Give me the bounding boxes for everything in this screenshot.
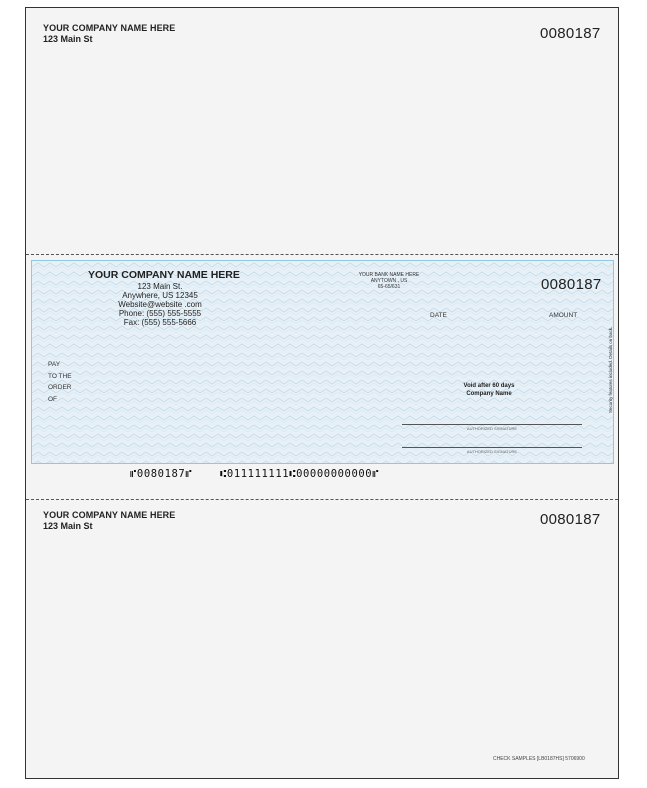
security-features-text: Security features included. Details on back. [608,326,613,413]
address-line: Website@website .com [118,300,202,309]
check-page [25,7,619,779]
bank-name: YOUR BANK NAME HERE [358,272,420,278]
void-notice [444,382,534,398]
stub-top-check-number: 0080187 [540,25,601,42]
pay-line: PAY [48,361,61,368]
stub-bottom-company-name: YOUR COMPANY NAME HERE [43,510,176,520]
check-company-name: YOUR COMPANY NAME HERE [88,269,240,281]
signature-line-2 [402,447,582,448]
pay-line: TO THE [48,372,72,380]
footer-code: CHECK SAMPLES [LB0187HS] 5706900 [493,756,585,762]
pay-line: OF [48,395,58,403]
amount-label: AMOUNT [549,312,578,319]
pay-to-block [48,359,72,405]
bank-city: ANYTOWN , US [370,278,408,284]
stub-bottom-address: 123 Main St [43,521,93,531]
void-text: Void after 60 days [463,383,515,389]
micr-routing-account: ⑆011111111⑆00000000000⑈ [220,468,380,480]
signature-label-2: AUTHORIZED SIGNATURE [466,449,518,454]
stub-top-address: 123 Main St [43,34,93,44]
void-company: Company Name [466,391,512,397]
perforation-bottom [26,499,618,500]
signature-label-1: AUTHORIZED SIGNATURE [466,426,518,431]
bank-fraction: 65-65/631 [377,284,401,290]
check-company-address [88,282,232,327]
check-number: 0080187 [541,276,602,293]
pay-line: ORDER [48,384,72,391]
date-label: DATE [430,312,447,319]
address-line: 123 Main St. [137,282,183,291]
address-line: Fax: (555) 555-5666 [123,318,197,327]
perforation-top [26,254,618,255]
signature-line-1 [402,424,582,425]
bank-info [344,272,434,290]
stub-bottom-check-number: 0080187 [540,511,601,528]
address-line: Phone: (555) 555-5555 [118,309,202,318]
stub-top-company-name: YOUR COMPANY NAME HERE [43,23,176,33]
check-body [31,260,614,464]
micr-check-number: ⑈0080187⑈ [130,468,193,480]
address-line: Anywhere, US 12345 [122,291,198,300]
